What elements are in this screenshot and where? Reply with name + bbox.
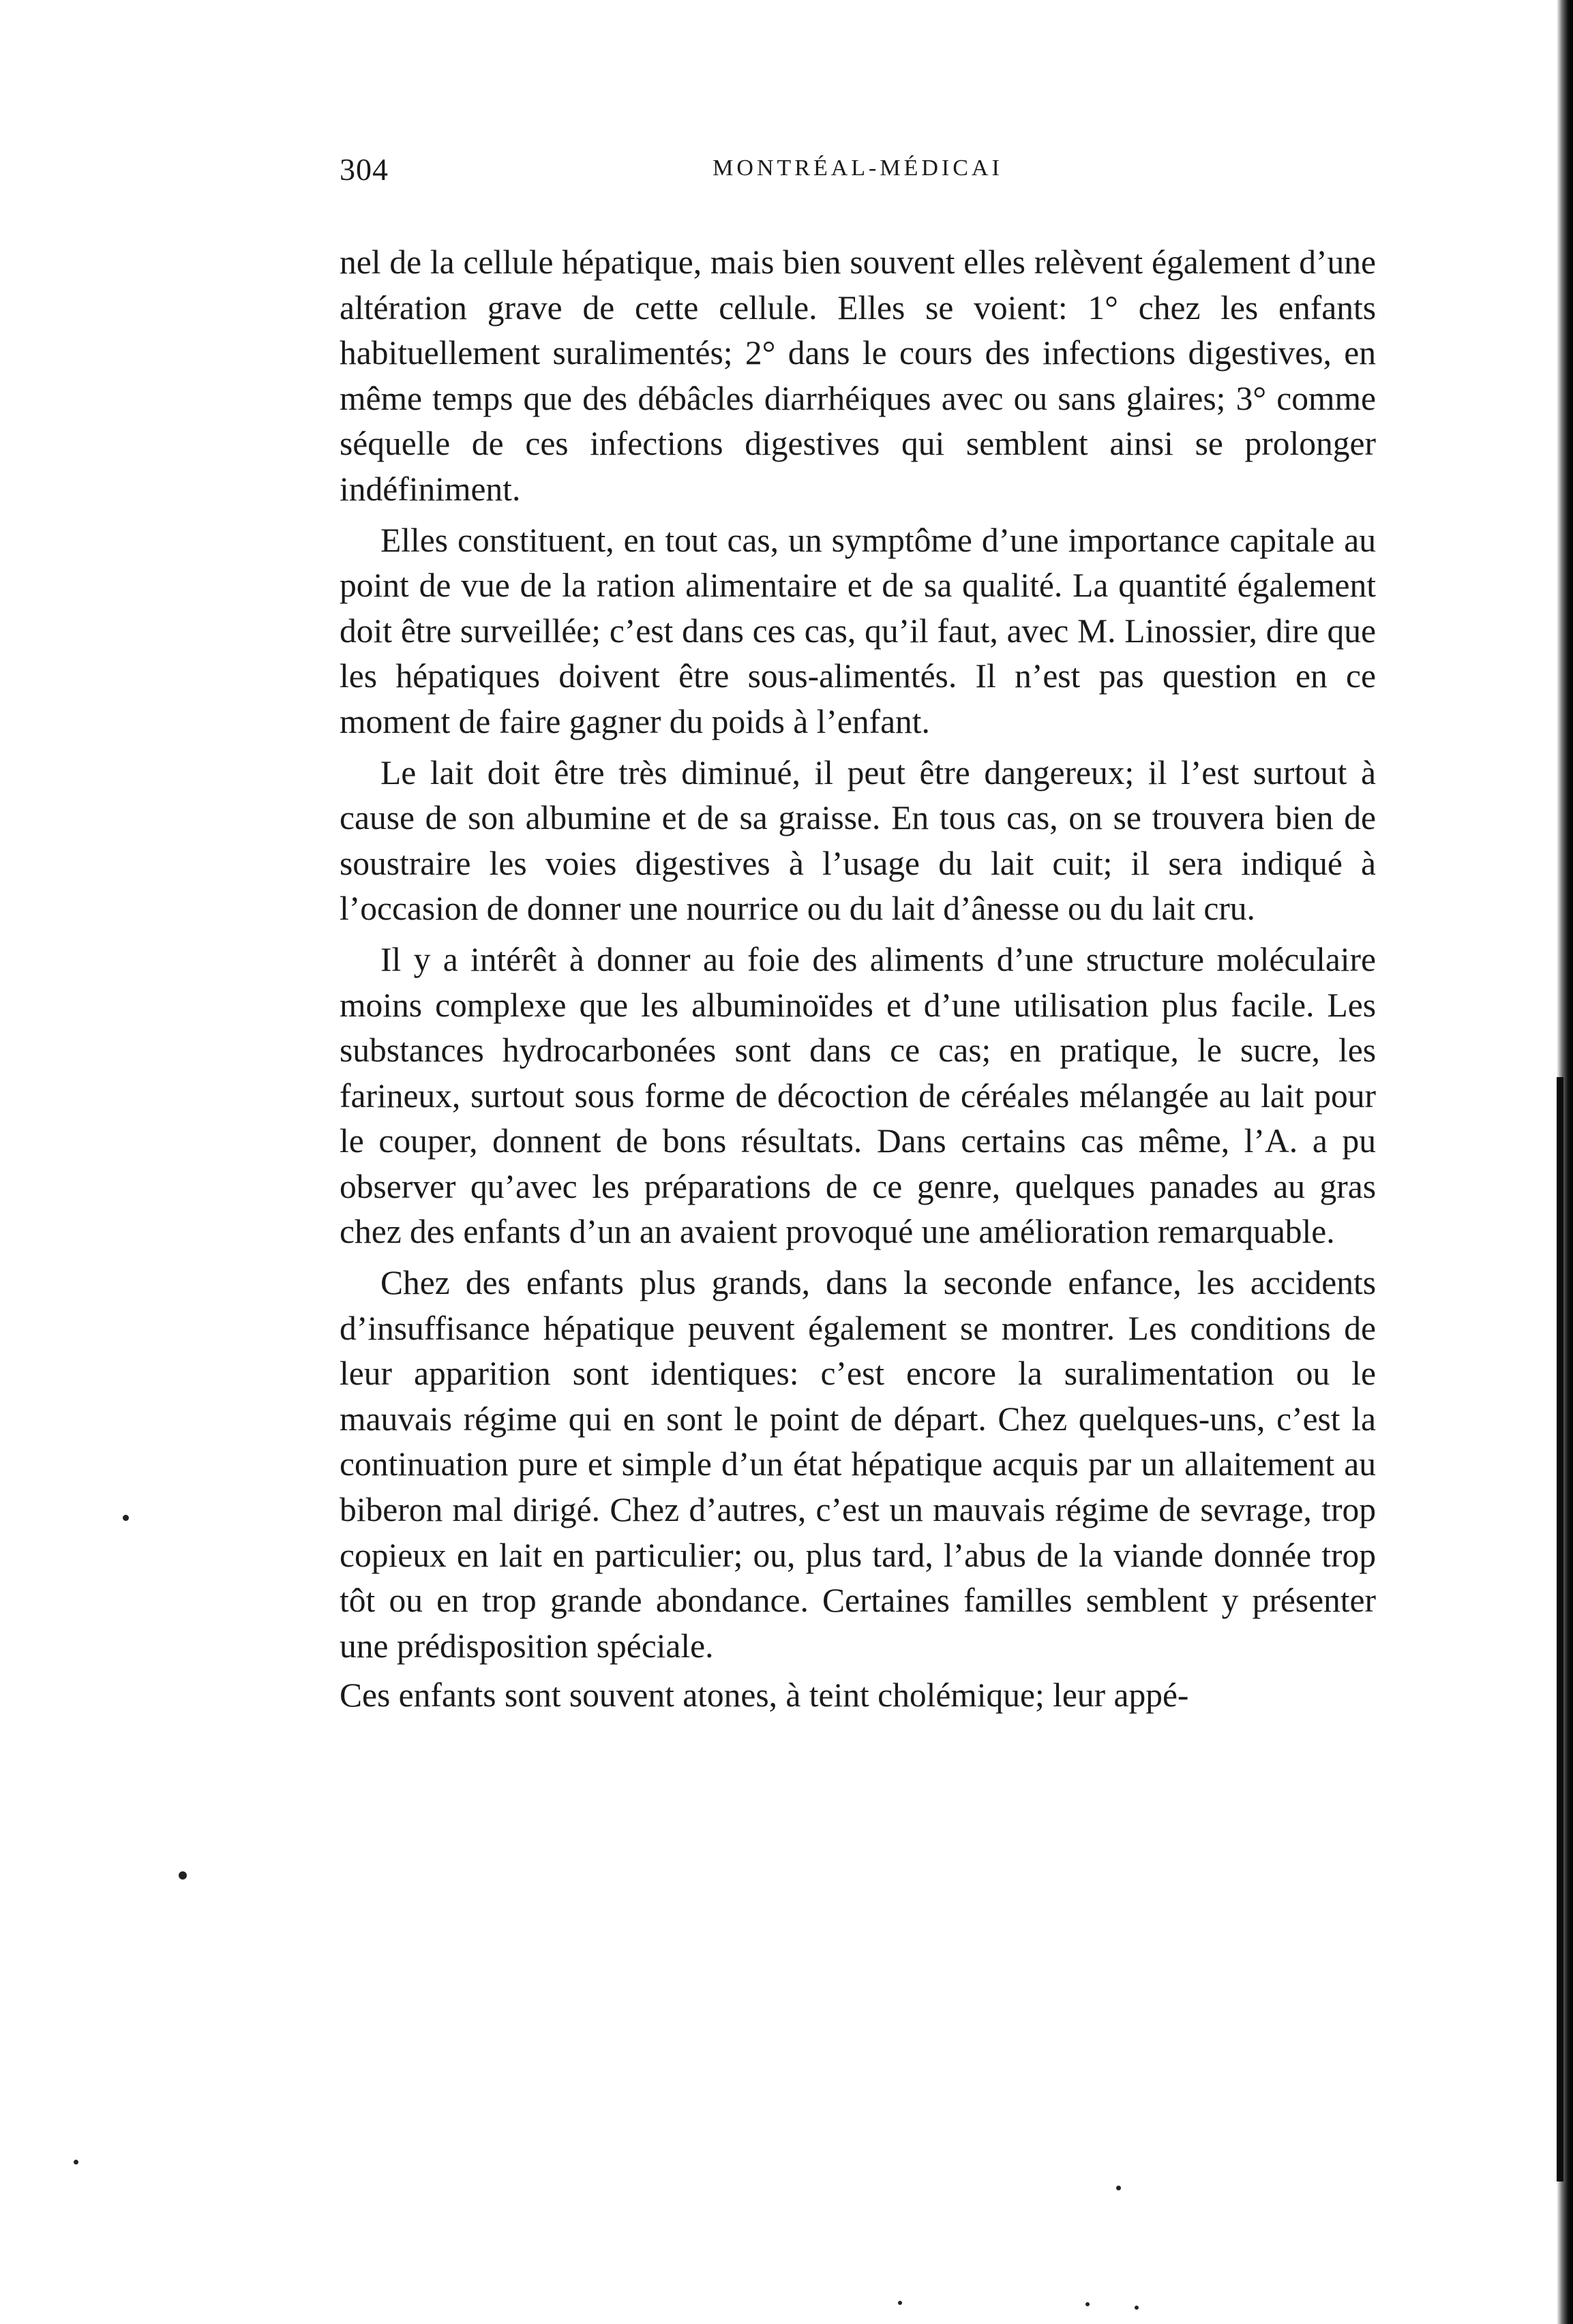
body-text bbox=[340, 240, 1376, 2040]
scan-speck bbox=[123, 1515, 129, 1521]
scan-speck bbox=[74, 2160, 78, 2164]
paragraph-5: Chez des enfants plus grands, dans la seconde enfance, les accidents d’insuffisance hépatique peuvent également se montrer. Les conditions de leur apparition sont identiques: c’est encore la suralimentation ou le mauvais régime qui en sont le point de départ. Chez quelques-uns, c’est la continuation pure et simple d’un état hépatique acquis par un allaitement au biberon mal dirigé. Chez d’autres, c’est un mauvais régime de sevrage, trop copieux en lait en particulier; ou, plus tard, l’abus de la viande donnée trop tôt ou en trop grande abondance. Certaines familles semblent y présenter une prédisposition spéciale. bbox=[340, 1264, 1376, 1665]
scan-edge-band bbox=[1557, 1077, 1563, 2182]
page-number: 304 bbox=[340, 152, 389, 187]
scan-speck bbox=[1135, 2306, 1139, 2310]
paragraph-6: Ces enfants sont souvent atones, à teint cholémique; leur appé- bbox=[340, 1676, 1189, 1715]
scan-speck bbox=[898, 2301, 902, 2305]
paragraph-1: nel de la cellule hépatique, mais bien souvent elles relèvent également d’une altération grave de cette cellule. Elles se voient: 1° chez les enfants habituellement suralimentés; 2° dans le cours des infections digestives, en même temps que des débâcles diarrhéiques avec ou sans glaires; 3° comme séquelle de ces infections digestives qui semblent ainsi se prolonger indéfiniment. bbox=[340, 243, 1376, 508]
scan-speck bbox=[1116, 2186, 1121, 2190]
page-header bbox=[340, 151, 1376, 192]
running-head: MONTRÉAL-MÉDICAI bbox=[713, 155, 1003, 181]
paragraph-4: Il y a intérêt à donner au foie des aliments d’une structure moléculaire moins complexe que les albuminoïdes et d’une utilisation plus facile. Les substances hydrocarbonées sont dans ce cas; en pratique, le sucre, les farineux, surtout sous forme de décoction de céréales mélangée au lait pour le couper, donnent de bons résultats. Dans certains cas même, l’A. a pu observer qu’avec les préparations de ce genre, quelques panades au gras chez des enfants d’un an avaient provoqué une amélioration remarquable. bbox=[340, 940, 1376, 1251]
scan-speck bbox=[179, 1871, 187, 1880]
paragraph-3: Le lait doit être très diminué, il peut être dangereux; il l’est surtout à cause de son albumine et de sa graisse. En tous cas, on se trouvera bien de soustraire les voies digestives à l’usage du lait cuit; il sera indiqué à l’occasion de donner une nourrice ou du lait d’ânesse ou du lait cru. bbox=[340, 753, 1376, 928]
paragraph-2: Elles constituent, en tout cas, un symptôme d’une importance capitale au point de vue de la ration alimentaire et de sa qualité. La quantité également doit être surveillée; c’est dans ces cas, qu’il faut, avec M. Linossier, dire que les hépatiques doivent être sous-alimentés. Il n’est pas question en ce moment de faire gagner du poids à l’enfant. bbox=[340, 521, 1376, 740]
scan-speck bbox=[1085, 2302, 1090, 2306]
